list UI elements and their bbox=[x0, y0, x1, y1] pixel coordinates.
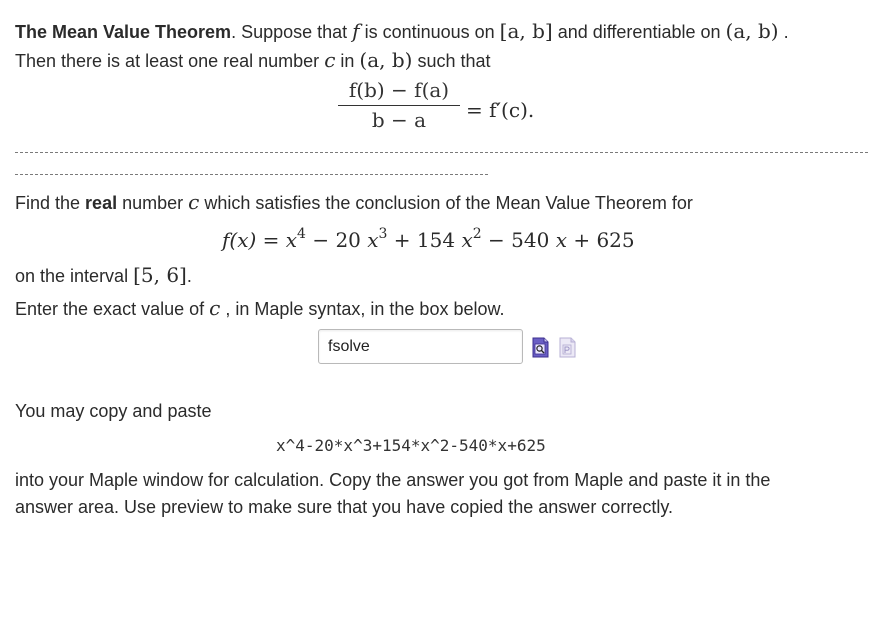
theorem-title: The Mean Value Theorem bbox=[15, 22, 232, 42]
maple-syntax-icon[interactable] bbox=[559, 337, 576, 358]
instruction-line-1: into your Maple window for calculation. Copy the answer you got from Maple and paste it in the bbox=[15, 470, 771, 490]
problem-interval: on the interval [5, 6]. bbox=[15, 263, 192, 287]
divider-short bbox=[15, 174, 488, 175]
fraction-numerator: f(b) − f(a) bbox=[348, 78, 450, 102]
fraction-rhs: = f′(c). bbox=[466, 98, 535, 122]
instruction-line-2: answer area. Use preview to make sure that you have copied the answer correctly. bbox=[15, 497, 673, 517]
divider-long bbox=[15, 152, 868, 153]
problem-enter: Enter the exact value of c , in Maple syntax, in the box below. bbox=[15, 296, 505, 320]
answer-input[interactable] bbox=[318, 329, 523, 364]
problem-find: Find the real number c which satisfies the conclusion of the Mean Value Theorem for bbox=[15, 190, 693, 214]
maple-expression: x^4-20*x^3+154*x^2-540*x+625 bbox=[276, 436, 546, 455]
copy-paste-note: You may copy and paste bbox=[15, 401, 212, 421]
fraction-bar bbox=[338, 105, 460, 106]
fraction-denominator: b − a bbox=[371, 108, 427, 132]
preview-icon[interactable] bbox=[532, 337, 549, 358]
theorem-line-2: Then there is at least one real number c in (a, b) such that bbox=[15, 48, 491, 72]
function-definition: $f(x) = x^4 - 20$ $x^3 + 154$ $x^2 - 540$ x + 625 bbox=[222, 226, 635, 252]
theorem-line-1: The Mean Value Theorem. Suppose that f is continuous on [a, b] and differentiable on (a, b) . bbox=[15, 19, 789, 43]
mvt-fraction bbox=[338, 78, 460, 132]
